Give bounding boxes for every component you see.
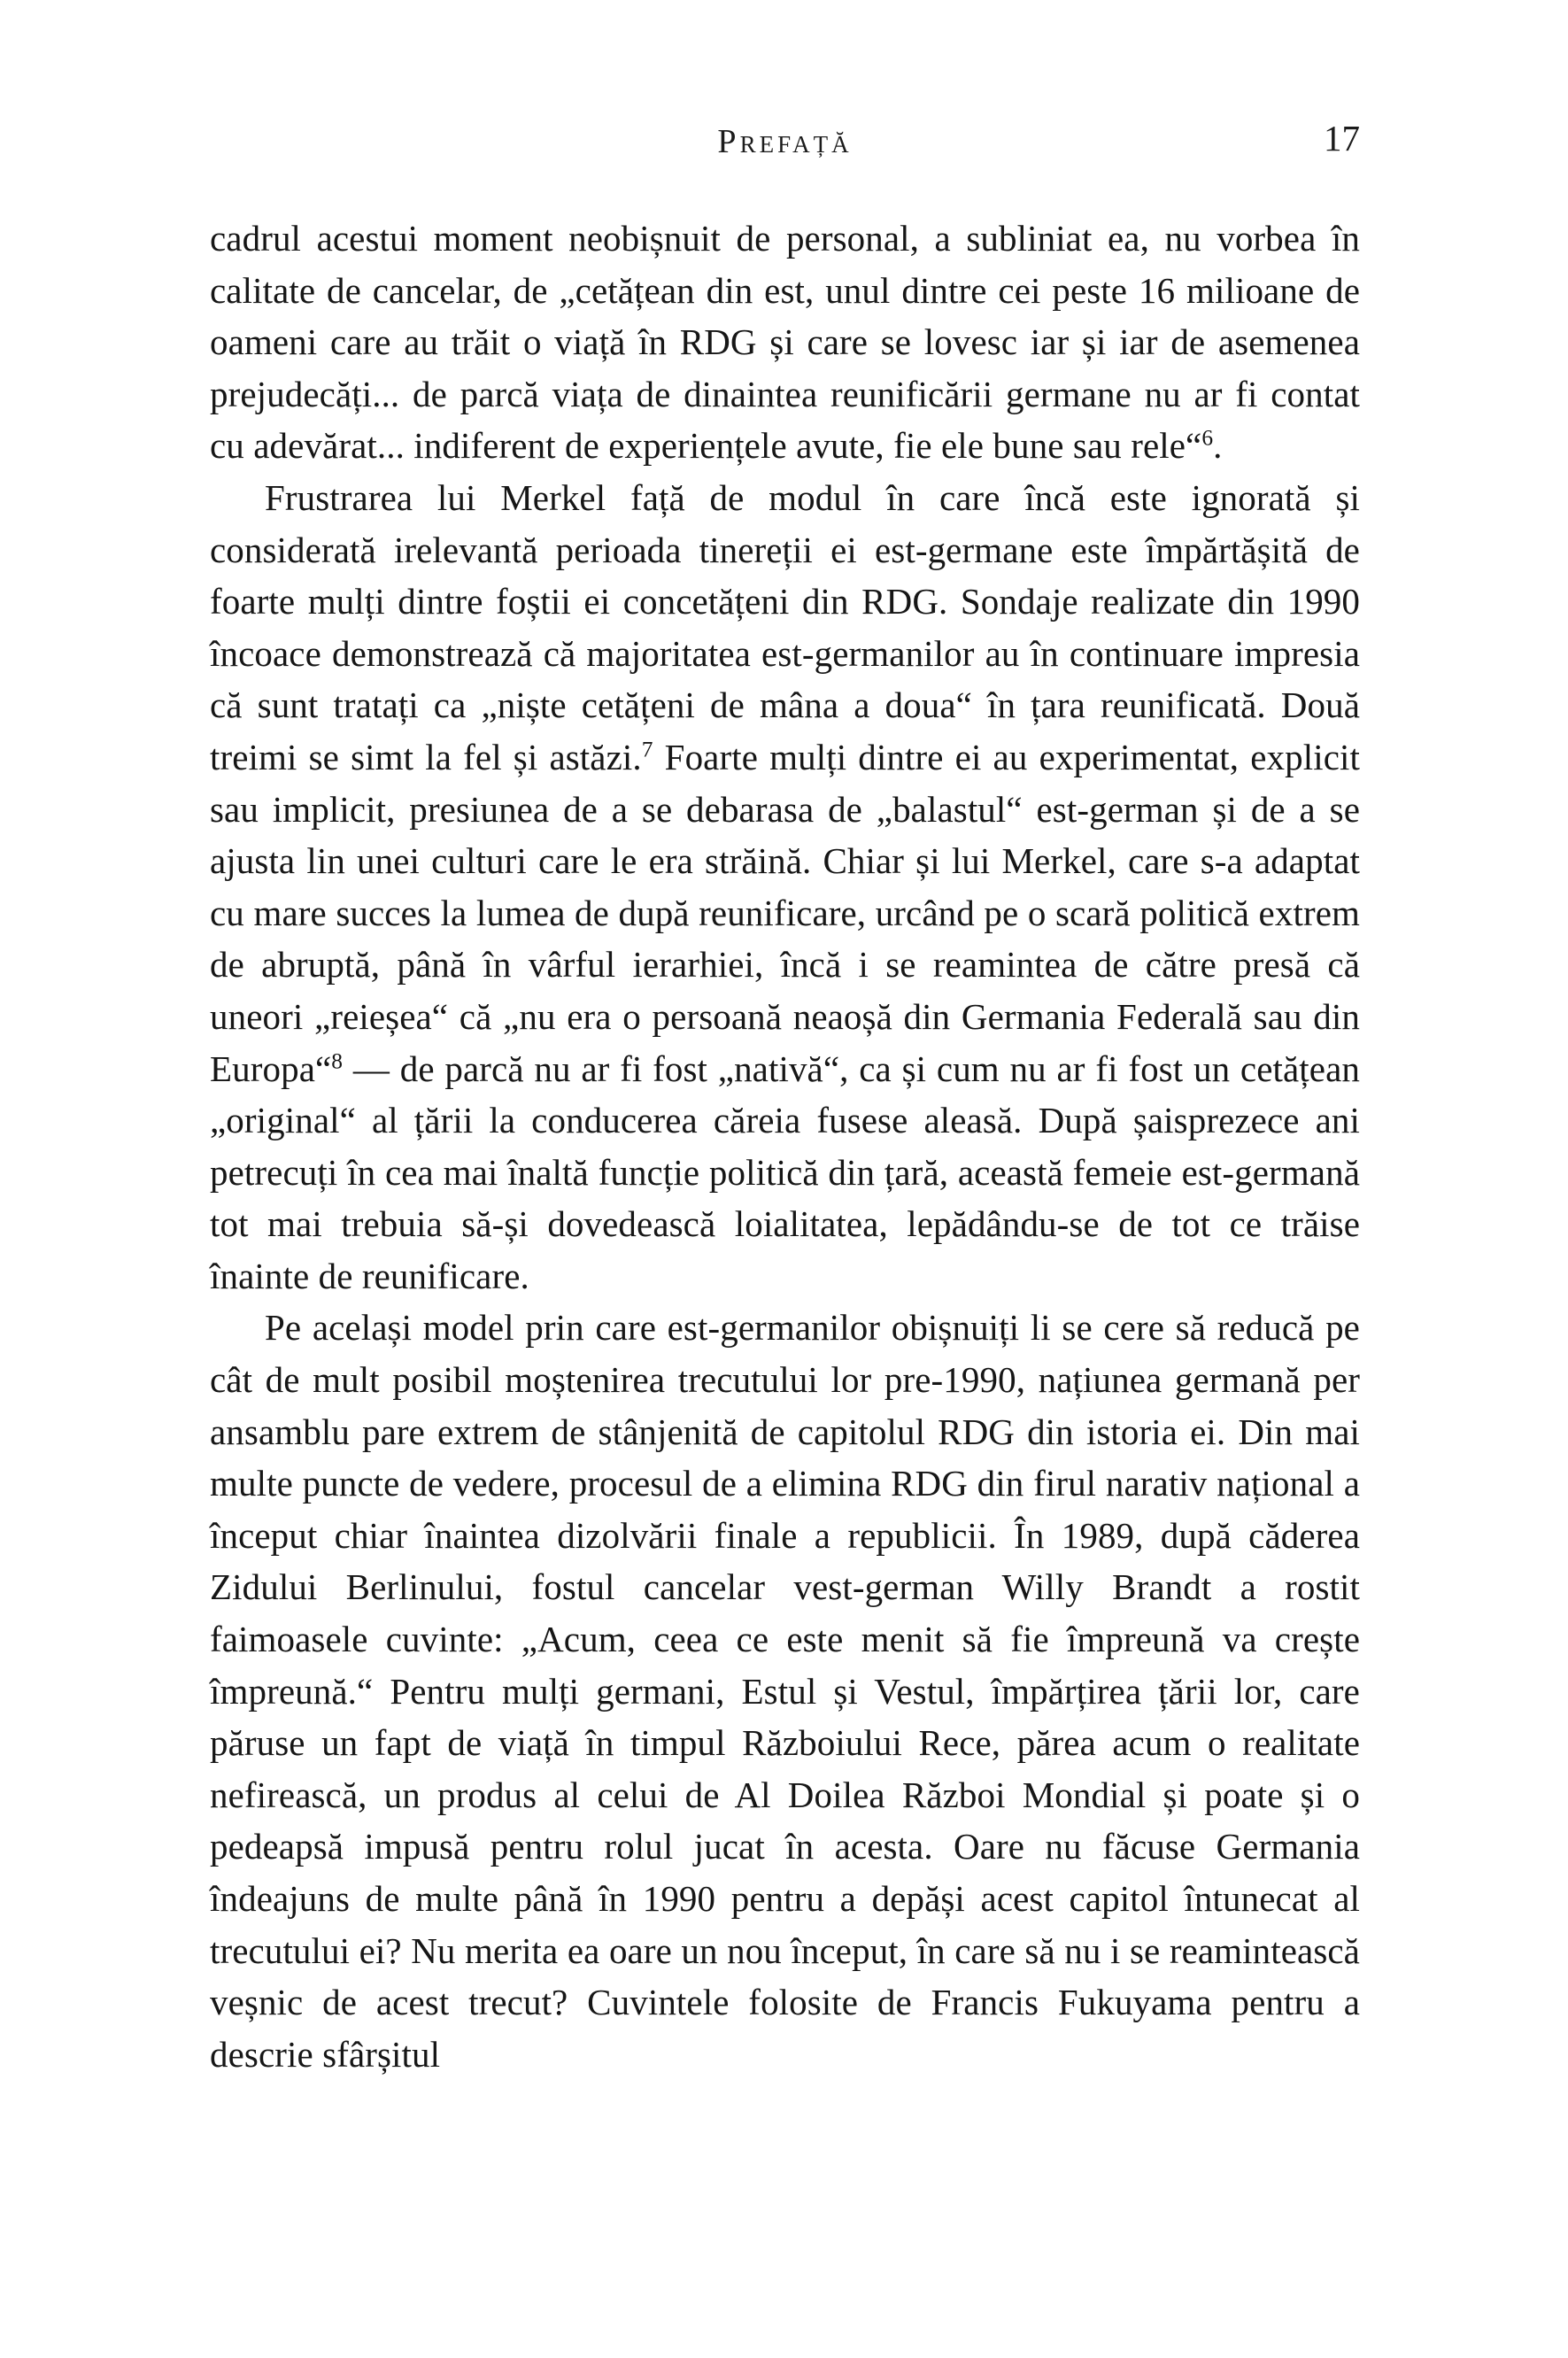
running-head: Prefață xyxy=(717,123,853,160)
text-block xyxy=(210,213,1360,2080)
footnote-reference: 8 xyxy=(331,1048,344,1073)
paragraph: Frustrarea lui Merkel față de modul în care încă este ignorată și considerată irelevantă perioada tinereții ei est-germane este împărtășită de foarte mulți dintre foștii ei concetățeni din RDG. Sondaje realizate din 1990 încoace demonstrează că majoritatea est-germanilor au în continuare impresia că sunt tratați ca „niște cetățeni de mâna a doua“ în țara reunificată. Două treimi se simt la fel și astăzi.$^7$ Foarte mulți dintre ei au experimentat, explicit sau implicit, presiunea de a se debarasa de „balastul“ est-german și de a se ajusta lin unei culturi care le era străină. Chiar și lui Merkel, care s-a adaptat cu mare succes la lumea de după reunificare, urcând pe o scară politică extrem de abruptă, până în vârful ierarhiei, încă i se reamintea de către presă că uneori „reieșea“ că „nu era o persoană neaoșă din Germania Federală sau din Europa“$^8$ — de parcă nu ar fi fost „nativă“, ca și cum nu ar fi fost un cetățean „original“ al țării la conducerea căreia fusese aleasă. După șaisprezece ani petrecuți în cea mai înaltă funcție politică din țară, această femeie est-germană tot mai trebuia să-și dovedească loialitatea, lepădându-se de tot ce trăise înainte de reunificare. xyxy=(210,476,1360,1296)
footnote-reference: 7 xyxy=(641,737,653,762)
footnote-reference: 6 xyxy=(1201,425,1214,451)
paragraph: Pe același model prin care est-germanilor obișnuiți li se cere să reducă pe cât de mult posibil moștenirea trecutului lor pre-1990, națiunea germană per ansamblu pare extrem de stânjenită de capitolul RDG din istoria ei. Din mai multe puncte de vedere, procesul de a elimina RDG din firul narativ național a început chiar înaintea dizolvării finale a republicii. În 1989, după căderea Zidului Berlinului, fostul cancelar vest-german Willy Brandt a rostit faimoasele cuvinte: „Acum, ceea ce este menit să fie împreună va crește împreună.“ Pentru mulți germani, Estul și Vestul, împărțirea țării lor, care păruse un fapt de viață în timpul Războiului Rece, părea acum o realitate nefirească, un produs al celui de Al Doilea Război Mondial și poate și o pedeapsă impusă pentru rolul jucat în acesta. Oare nu făcuse Germania îndeajuns de multe până în 1990 pentru a depăși acest capitol întunecat al trecutului ei? Nu merita ea oare un nou început, în care să nu i se reamintească veșnic de acest trecut? Cuvintele folosite de Francis Fukuyama pentru a descrie sfârșitul xyxy=(210,1307,1360,2075)
page-number: 17 xyxy=(1324,118,1360,158)
page-header xyxy=(210,117,1360,163)
paragraph: cadrul acestui moment neobișnuit de personal, a subliniat ea, nu vorbea în calitate de cancelar, de „cetățean din est, unul dintre cei peste 16 milioane de oameni care au trăit o viață în RDG și care se lovesc iar și iar de asemenea prejudecăți... de parcă viața de dinaintea reunificării germane nu ar fi contat cu adevărat... indiferent de experiențele avute, fie ele bune sau rele“$^6$. xyxy=(210,218,1360,467)
